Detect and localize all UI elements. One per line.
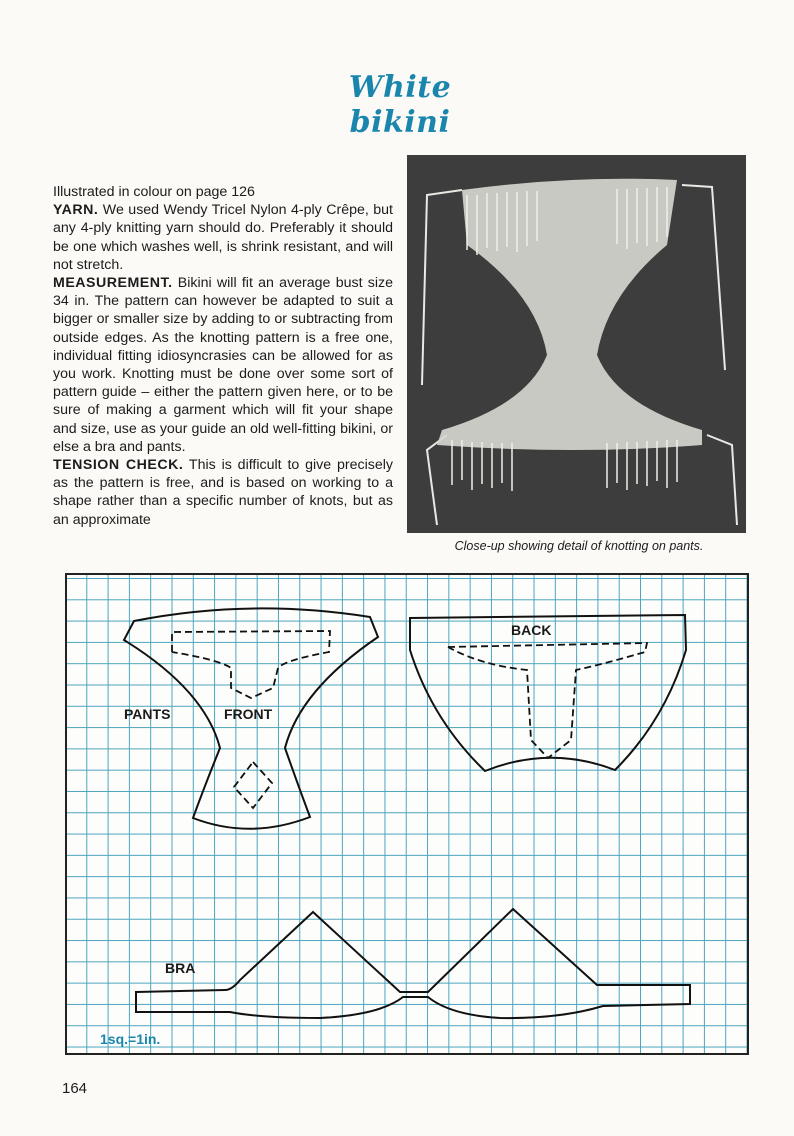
scale-note: 1sq.=1in. (100, 1031, 161, 1047)
section-heading: YARN. (53, 202, 99, 219)
section-body: This is difficult to give precisely as the pattern is free, and is based on working to a shape rather than a specific number of knots, but as an approximate (53, 457, 393, 528)
bra-outline (136, 909, 690, 1018)
label-front: FRONT (224, 706, 273, 722)
label-back: BACK (511, 622, 552, 638)
pants-back-outline (410, 615, 686, 771)
gusset-diamond (234, 762, 272, 808)
section-heading: MEASUREMENT. (53, 275, 173, 292)
pants-front-dashed-guide (172, 631, 330, 698)
page-title: White bikini (348, 70, 452, 140)
intro-line: Illustrated in colour on page 126 (53, 184, 255, 200)
section-body: We used Wendy Tricel Nylon 4-ply Crêpe, but any 4-ply knitting yarn should do. Preferably it should be one which washes well, is shrink resistant, and will not stretch. (53, 202, 393, 273)
section-heading: TENSION CHECK. (53, 457, 184, 474)
label-bra: BRA (165, 960, 196, 976)
photo-caption: Close-up showing detail of knotting on pants. (454, 539, 704, 553)
page-number: 164 (62, 1080, 88, 1097)
section-body: Bikini will fit an average bust size 34 in. The pattern can however be adapted to suit a bigger or smaller size by adding to or subtracting from outside edges. As the knotting pattern is a free one, individual fitting idiosyncrasies can be allowed for as you work. Knotting must be done over some sort of pattern guide – either the pattern given here, or to be sure of making a garment which will fit your shape and size, use as your guide an old well-fitting bikini, or else a bra and pants. (53, 275, 393, 455)
label-pants: PANTS (124, 706, 171, 722)
pants-back-dashed-guide (448, 643, 647, 758)
